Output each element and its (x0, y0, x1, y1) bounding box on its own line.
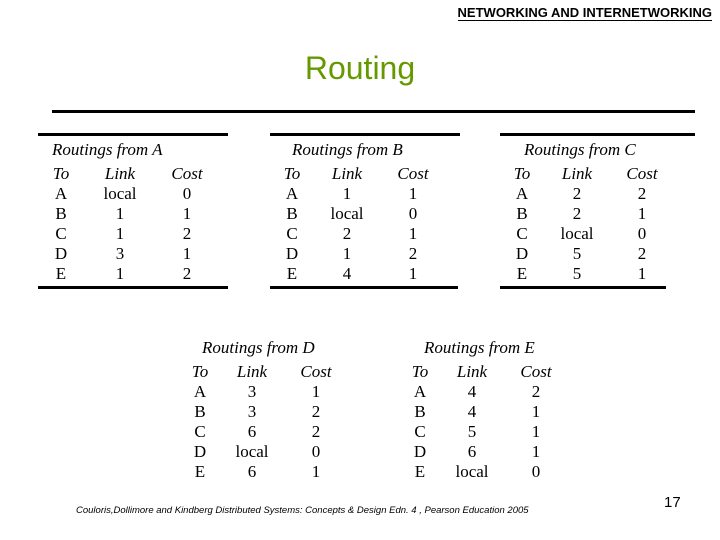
table-cell: A (515, 184, 529, 203)
routing-table-d (180, 338, 360, 482)
table-cell: 1 (408, 224, 418, 243)
table-cell: 4 (342, 264, 352, 283)
table-cell: 6 (247, 462, 257, 481)
table-cell: D (54, 244, 68, 263)
table-cell: 1 (531, 422, 541, 441)
table-cell: 1 (182, 244, 192, 263)
table-cell: 1 (531, 402, 541, 421)
table-cell: 2 (408, 244, 418, 263)
table-cell: A (413, 382, 427, 401)
table-cell: 2 (637, 244, 647, 263)
column-header: To (191, 362, 209, 381)
table-cell: 0 (531, 462, 541, 481)
column-header: To (52, 164, 70, 183)
table-cell: E (194, 462, 206, 481)
table-cell: 0 (311, 442, 321, 461)
table-cell: 2 (342, 224, 352, 243)
table-cell: A (193, 382, 207, 401)
grid-e (400, 362, 580, 482)
column-header: To (411, 362, 429, 381)
table-cell: 2 (182, 224, 192, 243)
table-cell: local (103, 184, 137, 203)
table-cell: C (55, 224, 67, 243)
table-cell: E (55, 264, 67, 283)
table-cell: 1 (531, 442, 541, 461)
table-cell: 5 (572, 244, 582, 263)
table-b-bottom-rule (270, 286, 458, 289)
column-header: Link (104, 164, 136, 183)
table-cell: B (414, 402, 426, 421)
table-cell: 1 (311, 382, 321, 401)
table-cell: 1 (408, 264, 418, 283)
table-a-bottom-rule (38, 286, 228, 289)
column-header: Link (236, 362, 268, 381)
table-cell: C (286, 224, 298, 243)
table-cell: 1 (115, 224, 125, 243)
table-cell: E (516, 264, 528, 283)
table-cell: 0 (182, 184, 192, 203)
column-header: Cost (626, 164, 658, 183)
table-cell: 0 (637, 224, 647, 243)
routing-table-a (38, 133, 228, 284)
title-rule (52, 110, 695, 113)
table-cell: B (55, 204, 67, 223)
caption-a: Routings from A (38, 133, 228, 164)
citation-footer: Couloris,Dollimore and Kindberg Distributed Systems: Concepts & Design Edn. 4 , Pearson Education 2005 (76, 505, 529, 516)
column-header: To (283, 164, 301, 183)
table-cell: 2 (572, 184, 582, 203)
routing-table-c (500, 133, 695, 284)
table-cell: D (413, 442, 427, 461)
table-cell: 2 (182, 264, 192, 283)
table-cell: local (330, 204, 364, 223)
routing-table-b (270, 133, 460, 284)
table-cell: 2 (572, 204, 582, 223)
table-cell: B (194, 402, 206, 421)
table-c-bottom-rule (500, 286, 666, 289)
table-cell: E (286, 264, 298, 283)
table-cell: 2 (637, 184, 647, 203)
table-cell: 1 (115, 204, 125, 223)
table-cell: local (455, 462, 489, 481)
table-cell: E (414, 462, 426, 481)
table-cell: D (285, 244, 299, 263)
grid-d (180, 362, 360, 482)
table-cell: local (235, 442, 269, 461)
column-header: Link (331, 164, 363, 183)
grid-c (500, 164, 695, 284)
column-header: Link (561, 164, 593, 183)
slide-header: NETWORKING AND INTERNETWORKING (457, 5, 712, 20)
routing-table-e (400, 338, 580, 482)
table-cell: 1 (311, 462, 321, 481)
caption-e: Routings from E (424, 338, 535, 357)
table-cell: 3 (115, 244, 125, 263)
table-cell: 0 (408, 204, 418, 223)
table-cell: 1 (342, 244, 352, 263)
table-cell: 5 (572, 264, 582, 283)
grid-a (38, 164, 228, 284)
slide-title: Routing (304, 50, 416, 86)
caption-c: Routings from C (500, 133, 695, 164)
table-cell: D (193, 442, 207, 461)
column-header: Link (456, 362, 488, 381)
table-cell: B (516, 204, 528, 223)
table-cell: 2 (311, 422, 321, 441)
table-cell: C (194, 422, 206, 441)
table-cell: 5 (467, 422, 477, 441)
table-cell: B (286, 204, 298, 223)
page-number: 17 (664, 494, 681, 511)
table-cell: 1 (115, 264, 125, 283)
table-cell: C (414, 422, 426, 441)
column-header: Cost (520, 362, 552, 381)
table-cell: 6 (247, 422, 257, 441)
table-cell: 4 (467, 382, 477, 401)
table-cell: 6 (467, 442, 477, 461)
table-cell: 1 (637, 204, 647, 223)
grid-b (270, 164, 460, 284)
table-cell: 1 (408, 184, 418, 203)
column-header: To (513, 164, 531, 183)
table-cell: 4 (467, 402, 477, 421)
table-cell: 2 (311, 402, 321, 421)
table-cell: A (54, 184, 68, 203)
table-cell: 2 (531, 382, 541, 401)
table-cell: 1 (637, 264, 647, 283)
caption-d: Routings from D (202, 338, 315, 357)
table-cell: 1 (182, 204, 192, 223)
column-header: Cost (300, 362, 332, 381)
column-header: Cost (171, 164, 203, 183)
caption-b: Routings from B (270, 133, 460, 164)
table-cell: local (560, 224, 594, 243)
table-cell: 3 (247, 402, 257, 421)
table-cell: 1 (342, 184, 352, 203)
table-cell: 3 (247, 382, 257, 401)
table-cell: A (285, 184, 299, 203)
table-cell: C (516, 224, 528, 243)
table-cell: D (515, 244, 529, 263)
column-header: Cost (397, 164, 429, 183)
